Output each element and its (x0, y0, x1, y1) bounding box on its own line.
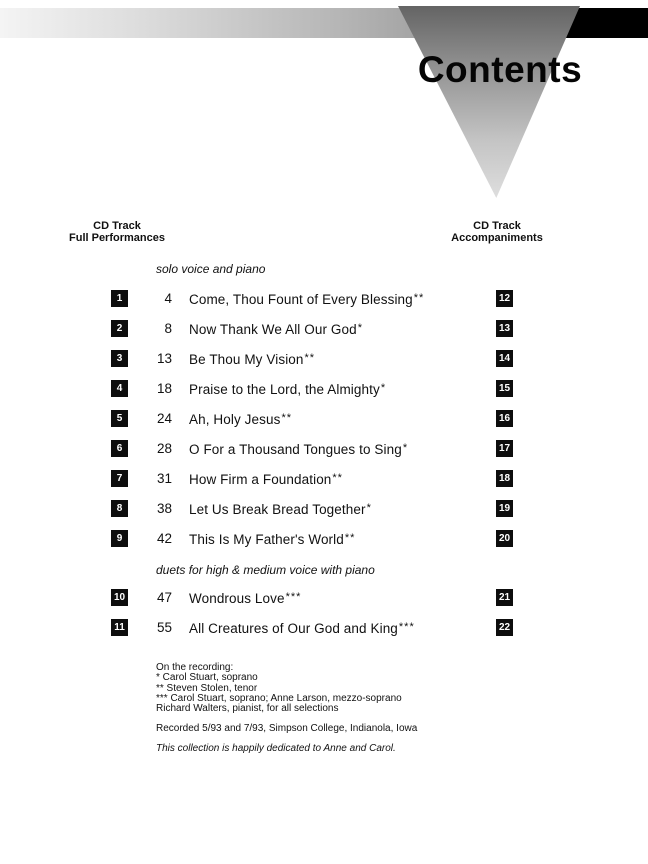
full-performance-track-badge: 8 (111, 500, 128, 517)
section-heading: duets for high & medium voice with piano (156, 563, 375, 577)
page-number: 8 (164, 321, 172, 336)
track-row (0, 440, 648, 457)
full-performances-column-header (56, 221, 178, 244)
track-row (0, 320, 648, 337)
track-row (0, 530, 648, 547)
track-title: Come, Thou Fount of Every Blessing** (189, 292, 425, 307)
track-title: Wondrous Love*** (189, 591, 302, 606)
accompaniment-track-badge: 22 (496, 619, 513, 636)
credit-line: Richard Walters, pianist, for all selections (156, 703, 339, 715)
full-performance-track-badge: 3 (111, 350, 128, 367)
track-row (0, 619, 648, 636)
column-header-line-2: Full Performances (69, 231, 165, 244)
accompaniment-track-badge: 13 (496, 320, 513, 337)
section-heading: solo voice and piano (156, 262, 266, 276)
track-row (0, 290, 648, 307)
credit-line: *** Carol Stuart, soprano; Anne Larson, mezzo-soprano (156, 692, 402, 704)
track-row (0, 589, 648, 606)
track-row (0, 500, 648, 517)
recording-info: Recorded 5/93 and 7/93, Simpson College, Indianola, Iowa (156, 723, 418, 734)
credit-line: * Carol Stuart, soprano (156, 672, 258, 684)
accompaniment-track-badge: 12 (496, 290, 513, 307)
page-number: 42 (156, 531, 172, 546)
page-number: 55 (156, 620, 172, 635)
credit-line: On the recording: (156, 662, 234, 673)
full-performance-track-badge: 5 (111, 410, 128, 427)
track-row (0, 350, 648, 367)
accompaniment-track-badge: 16 (496, 410, 513, 427)
full-performance-track-badge: 7 (111, 470, 128, 487)
footnote-marker: ** (304, 352, 316, 364)
down-triangle-decoration (398, 6, 580, 198)
accompaniment-track-badge: 21 (496, 589, 513, 606)
footnote-marker: ** (281, 412, 292, 424)
accompaniment-track-badge: 18 (496, 470, 513, 487)
page-number: 24 (156, 411, 172, 426)
full-performance-track-badge: 1 (111, 290, 128, 307)
page-number: 38 (156, 501, 172, 516)
track-row (0, 470, 648, 487)
page-number: 31 (156, 471, 172, 486)
track-title: How Firm a Foundation** (189, 472, 343, 487)
track-title: Ah, Holy Jesus** (189, 412, 292, 427)
accompaniment-track-badge: 17 (496, 440, 513, 457)
full-performance-track-badge: 11 (111, 619, 128, 636)
recording-credits (156, 663, 402, 714)
page-number: 18 (156, 381, 172, 396)
accompaniment-track-badge: 15 (496, 380, 513, 397)
page-number: 28 (156, 441, 172, 456)
footnote-marker: ** (332, 472, 343, 484)
track-title: All Creatures of Our God and King*** (189, 621, 415, 636)
footnote-marker: * (402, 442, 409, 454)
footnote-marker: * (380, 382, 387, 394)
column-header-line-2: Accompaniments (451, 231, 543, 244)
track-row (0, 380, 648, 397)
footnote-marker: ** (413, 292, 425, 304)
track-title: O For a Thousand Tongues to Sing* (189, 442, 409, 457)
footnote-marker: *** (285, 591, 302, 603)
page-number: 13 (156, 351, 172, 366)
accompaniment-track-badge: 20 (496, 530, 513, 547)
full-performance-track-badge: 6 (111, 440, 128, 457)
full-performance-track-badge: 10 (111, 589, 128, 606)
accompaniments-column-header (436, 221, 558, 244)
dedication-line: This collection is happily dedicated to Anne and Carol. (156, 743, 396, 754)
full-performance-track-badge: 4 (111, 380, 128, 397)
full-performance-track-badge: 9 (111, 530, 128, 547)
column-header-line-1: CD Track (473, 220, 521, 232)
track-title: Praise to the Lord, the Almighty* (189, 382, 387, 397)
accompaniment-track-badge: 19 (496, 500, 513, 517)
footnote-marker: * (357, 322, 364, 334)
footnote-marker: *** (398, 621, 415, 633)
track-title: Now Thank We All Our God* (189, 322, 364, 337)
page-number: 4 (164, 291, 172, 306)
track-title: This Is My Father's World** (189, 532, 356, 547)
track-title: Let Us Break Bread Together* (189, 502, 372, 517)
footnote-marker: * (366, 502, 372, 514)
credit-line: ** Steven Stolen, tenor (156, 682, 258, 694)
full-performance-track-badge: 2 (111, 320, 128, 337)
footnote-marker: ** (344, 532, 356, 544)
column-header-line-1: CD Track (93, 220, 141, 232)
page-title: Contents (417, 49, 583, 90)
accompaniment-track-badge: 14 (496, 350, 513, 367)
page-number: 47 (156, 590, 172, 605)
track-title: Be Thou My Vision** (189, 352, 316, 367)
track-row (0, 410, 648, 427)
